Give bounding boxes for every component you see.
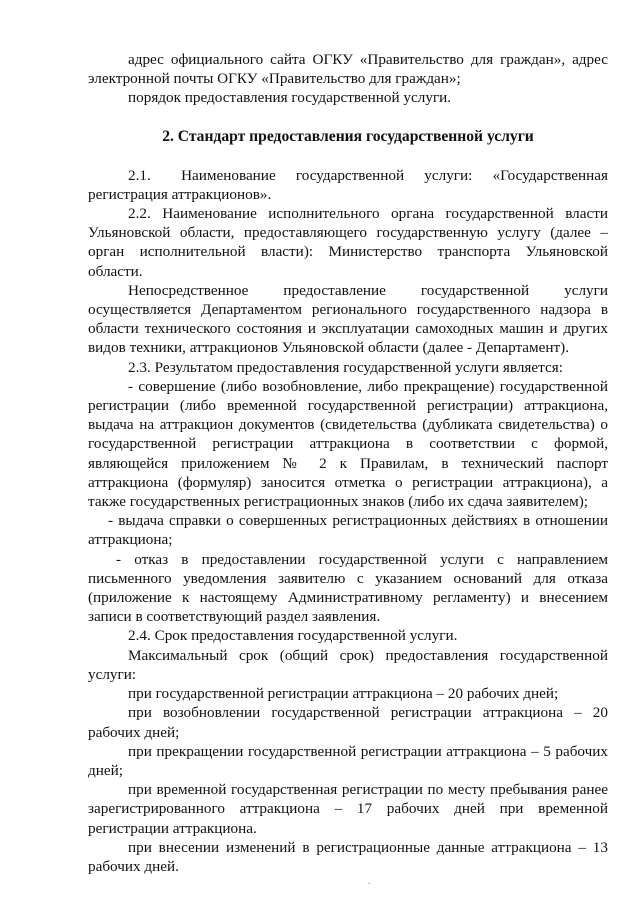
term-termination: при прекращении государственной регистрации аттракциона – 5 рабочих дней; xyxy=(88,742,608,779)
list-item-registration: - совершение (либо возобновление, либо прекращение) государственной регистрации (либо временной государственной регистрации) аттракциона, выдача на аттракцион документов (свидетельства (дубликата свидетельства) о государственной регистрации аттракциона в соответствии с формой, являющейся приложением № 2 к Правилам, в технический паспорт аттракциона (формуляр) заносится отметка о регистрации аттракциона), а также государственных регистрационных знаков (либо их сдача заявителем); xyxy=(88,377,608,511)
paragraph-2-4: 2.4. Срок предоставления государственной услуги. xyxy=(128,627,458,645)
paragraph-contacts: адрес официального сайта ОГКУ «Правительство для граждан», адрес электронной почты ОГКУ «Правительство для граждан»; xyxy=(88,51,608,88)
list-item-refusal: - отказ в предоставлении государственной услуги с направлением письменного уведомления заявителю с указанием оснований для отказа (приложение к настоящему Административному регламенту) и внесением записи в соответствующий раздел заявления. xyxy=(88,550,608,626)
paragraph-max-term: Максимальный срок (общий срок) предоставления государственной услуги: xyxy=(88,646,608,683)
section-title: 2. Стандарт предоставления государственной услуги xyxy=(162,127,534,145)
scan-speck xyxy=(368,883,370,884)
paragraph-2-1: 2.1. Наименование государственной услуги: «Государственная регистрация аттракционов». xyxy=(88,166,608,203)
list-item-certificate: - выдача справки о совершенных регистрационных действиях в отношении аттракциона; xyxy=(88,512,608,549)
paragraph-procedure: порядок предоставления государственной услуги. xyxy=(128,89,452,107)
term-temporary: при временной государственная регистрации по месту пребывания ранее зарегистрированного аттракциона – 17 рабочих дней при временной регистрации аттракциона. xyxy=(88,781,608,837)
term-registration: при государственной регистрации аттракциона – 20 рабочих дней; xyxy=(128,685,559,703)
paragraph-2-2: 2.2. Наименование исполнительного органа государственной власти Ульяновской области, предоставляющего государственную услугу (далее – орган исполнительной власти): Министерство транспорта Ульяновской области. xyxy=(88,205,608,280)
term-changes: при внесении изменений в регистрационные данные аттракциона – 13 рабочих дней. xyxy=(88,838,608,875)
term-resumption: при возобновлении государственной регистрации аттракциона – 20 рабочих дней; xyxy=(88,704,608,741)
paragraph-department: Непосредственное предоставление государственной услуги осуществляется Департаментом регионального государственного надзора в области технического состояния и эксплуатации самоходных машин и других видов техники, аттракционов Ульяновской области (далее - Департамент). xyxy=(88,281,608,357)
document-page xyxy=(88,50,608,876)
paragraph-2-3: 2.3. Результатом предоставления государственной услуги является: xyxy=(128,358,563,376)
